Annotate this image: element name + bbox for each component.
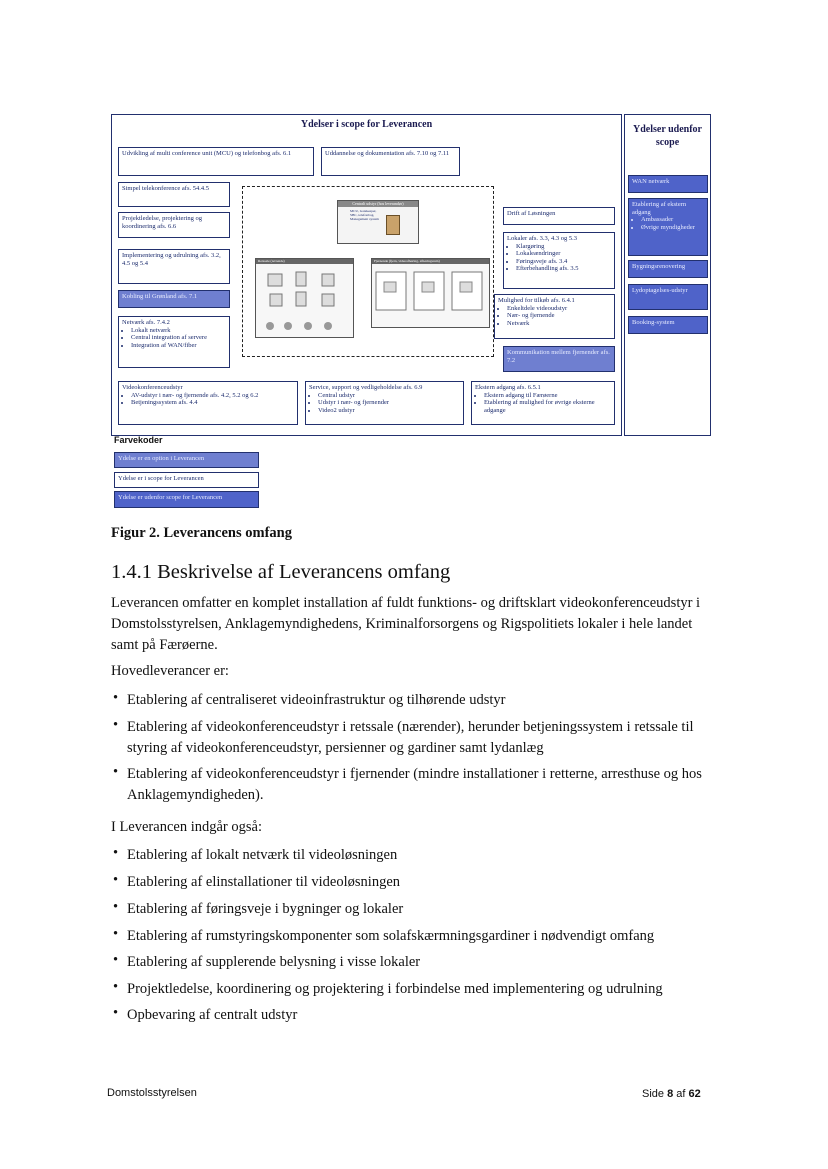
endpoint-icons — [372, 264, 487, 324]
side-title: Ydelser udenfor scope — [633, 124, 702, 148]
lokaler-box: Lokaler afs. 3.3, 4.3 og 5.3 • Klargøring • Lokaleændringer • Føringsveje afs. 3.4 • Efterbehandling afs. 3.5 — [503, 232, 615, 289]
side-item-lyd: Lydoptagelses-udstyr — [628, 284, 708, 310]
legend-scope: Ydelse er i scope for Leverancen — [114, 472, 259, 488]
service-box: Service, support og vedligeholdelse afs. 6.9 • Central udstyr • Udstyr i nær- og fjernender • Video2 udstyr — [305, 381, 464, 425]
list-item: • Betjeningssystem afs. 4.4 — [131, 399, 294, 407]
hoved-label: Hovedleverancer er: — [111, 663, 229, 679]
equipment-icons — [256, 264, 351, 334]
list-item: • Ambassader — [641, 216, 704, 224]
list-item: • Øvrige myndigheder — [641, 224, 704, 232]
list-item: • Udstyr i nær- og fjernender — [318, 399, 460, 407]
list-item: • Føringsveje afs. 3.4 — [516, 258, 611, 266]
list-item: • Enkeltdele videoudstyr — [507, 305, 611, 313]
side-item-wan: WAN netværk — [628, 175, 708, 193]
server-icon — [386, 215, 400, 235]
list-item: • Ekstern adgang til Færøerne — [484, 392, 611, 400]
netvaerk-title: Netværk afs. 7.4.2 — [122, 319, 170, 326]
video-box: Videokonferenceudstyr • AV-udstyr i nær- og fjernende afs. 4.2, 5.2 og 6.2 • Betjeningssystem afs. 4.4 — [118, 381, 298, 425]
legend-option: Ydelse er en option i Leverancen — [114, 452, 259, 468]
netvaerk-box — [118, 316, 230, 368]
drift-box: Drift af Løsningen — [503, 207, 615, 225]
list-item: • Central integration af servere — [131, 334, 226, 342]
list-item: • Video2 udstyr — [318, 407, 460, 415]
figure-caption: Figur 2. Leverancens omfang — [111, 525, 292, 541]
legend-title: Farvekoder — [114, 435, 163, 445]
list-item: • Klargøring — [516, 243, 611, 251]
list-item: • Lokaleændringer — [516, 250, 611, 258]
legend-outside: Ydelse er udenfor scope for Leverancen — [114, 491, 259, 508]
main-title: Ydelser i scope for Leverancen — [300, 119, 433, 130]
footer-page: Side 8 af 62 — [642, 1088, 701, 1100]
side-item-ekstern: Etablering af ekstern adgang • Ambassader • Øvrige myndigheder — [628, 198, 708, 256]
list-item: • Netværk — [507, 320, 611, 328]
uddannelse-box: Uddannelse og dokumentation afs. 7.10 og 7.11 — [321, 147, 460, 176]
ekstern-box: Ekstern adgang afs. 6.5.1 • Ekstern adgang til Færøerne • Etablering af mulighed for øvrige eksterne adgange — [471, 381, 615, 425]
list-item: • AV-udstyr i nær- og fjernende afs. 4.2, 5.2 og 6.2 — [131, 392, 294, 400]
panel-retssale: Retssale (nærende) — [255, 258, 354, 338]
side-item-booking: Booking-system — [628, 316, 708, 334]
list-item: • Etablering af mulighed for øvrige eksterne adgange — [484, 399, 611, 414]
panel-fjernende: Fjernende (fjern, videoafhøring, afhøringsrum) — [371, 258, 490, 328]
also-label: I Leverancen indgår også: — [111, 819, 262, 835]
mulighed-box: Mulighed for tilkøb afs. 6.4.1 • Enkeltdele videoudstyr • Nær- og fjernende • Netværk — [494, 294, 615, 339]
intro-paragraph: Leverancen omfatter en komplet installation af fuldt funktions- og driftsklart videokonferenceudstyr i Domstolsstyrelsen, Anklagemyndighedens, Kriminalforsorgens og Rigspolitiets lokaler i hele landet samt på Færøerne. — [111, 595, 701, 653]
list-item: • Central udstyr — [318, 392, 460, 400]
footer-org: Domstolsstyrelsen — [107, 1087, 197, 1099]
side-item-bygning: Bygningsrenovering — [628, 260, 708, 278]
groenland-box: Kobling til Grønland afs. 7.1 — [118, 290, 230, 308]
telekonference-box: Simpel telekonference afs. 54.4.5 — [118, 182, 230, 207]
list-item: • Efterbehandling afs. 3.5 — [516, 265, 611, 273]
list-item: • Integration af WAN/fiber — [131, 342, 226, 350]
central-equipment: Centralt udstyr (hos leverandør) MCU, Gatekeeper, SBC, telefonbog, Management system — [337, 200, 419, 244]
projektledelse-box: Projektledelse, projektering og koordinering afs. 6.6 — [118, 212, 230, 238]
mcu-box: Udvikling af multi conference unit (MCU) og telefonbog afs. 6.1 — [118, 147, 314, 176]
implementering-box: Implementering og udrulning afs. 3.2, 4.5 og 5.4 — [118, 249, 230, 284]
section-heading: 1.4.1 Beskrivelse af Leverancens omfang — [111, 561, 451, 583]
list-item: • Nær- og fjernende — [507, 312, 611, 320]
list-item: • Lokalt netværk — [131, 327, 226, 335]
kommunikation-box: Kommunikation mellem fjernender afs. 7.2 — [503, 346, 615, 372]
